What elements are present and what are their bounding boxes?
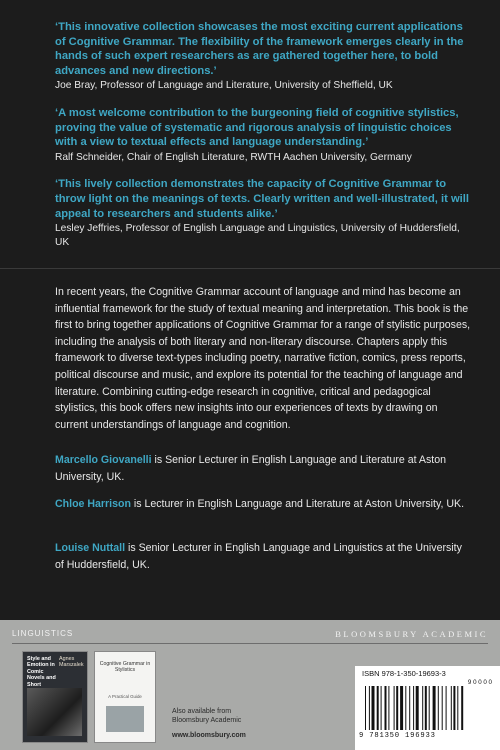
barcode-stripe	[457, 686, 458, 730]
barcode-stripe	[461, 686, 463, 730]
barcode	[363, 686, 493, 730]
barcode-stripe	[451, 686, 452, 730]
author-bio-text: is Lecturer in English Language and Literature at Aston University, UK.	[130, 498, 465, 510]
author-name: Marcello Giovanelli	[55, 454, 152, 466]
cover-image	[27, 688, 82, 736]
isbn-label: ISBN 978-1-350-19693-3	[362, 669, 446, 678]
also-available-line: Bloomsbury Academic	[172, 717, 242, 724]
endorsement-attribution: Ralf Schneider, Chair of English Literature, RWTH Aachen University, Germany	[55, 151, 412, 163]
section-divider	[0, 268, 500, 269]
cover-image	[106, 706, 144, 732]
author-name: Chloe Harrison	[55, 498, 131, 510]
endorsement	[55, 177, 475, 249]
footer-band	[0, 620, 500, 750]
related-book-cover	[22, 651, 88, 743]
publisher-name: BLOOMSBURY ACADEMIC	[335, 629, 488, 639]
barcode-stripe	[446, 686, 447, 730]
author-bio-text: is Senior Lecturer in English Language and Literature at Aston University, UK.	[55, 454, 447, 483]
endorsement	[55, 106, 475, 164]
author-bio	[55, 452, 473, 485]
endorsement-quote: ‘A most welcome contribution to the burgeoning field of cognitive stylistics, proving the value of systematic and rigorous analysis of linguistic choices with a view to textual effects and language understanding.’	[55, 106, 459, 149]
barcode-stripe	[413, 686, 414, 730]
publisher-url: www.bloomsbury.com	[172, 732, 246, 739]
barcode-stripe	[409, 686, 410, 730]
endorsement	[55, 20, 475, 93]
barcode-stripe	[385, 686, 387, 730]
endorsement-attribution: Lesley Jeffries, Professor of English Language and Linguistics, University of Huddersfield, UK	[55, 223, 460, 248]
author-bio-text: is Senior Lecturer in English Language and Linguistics at the University of Huddersfield, UK.	[55, 542, 462, 571]
related-book-subtitle: A Practical Guide	[108, 694, 142, 699]
barcode-stripe	[422, 686, 423, 730]
also-available-line: Also available from	[172, 708, 232, 715]
related-book-title: Style and Emotion in Comic Novels and Short	[27, 656, 56, 688]
barcode-stripe	[425, 686, 427, 730]
price-code: 9 0 0 0 0	[467, 679, 492, 686]
barcode-stripe	[400, 686, 403, 730]
barcode-stripe	[372, 686, 375, 730]
also-available	[172, 707, 241, 725]
barcode-stripe	[442, 686, 443, 730]
barcode-stripe	[405, 686, 406, 730]
author-bio	[55, 540, 473, 573]
endorsements	[55, 20, 475, 262]
barcode-stripe	[377, 686, 379, 730]
barcode-stripe	[365, 686, 366, 730]
barcode-stripe	[416, 686, 419, 730]
related-book-cover	[94, 651, 156, 743]
endorsement-attribution: Joe Bray, Professor of Language and Literature, University of Sheffield, UK	[55, 80, 393, 92]
author-bio	[55, 496, 473, 513]
book-description: In recent years, the Cognitive Grammar account of language and mind has become an influential framework for the study of textual meaning and interpretation. This book is the first to bring together applications of Cognitive Grammar for a range of stylistic purposes, including the analysis of both literary and non-literary discourse. Chapters apply this framework to diverse text-types including poetry, narrative fiction, comics, press reports, political discourse and music, and explore its potential for the teaching of language and literature. Combining cutting-edge research in cognitive, critical and pedagogical stylistics, this book offers new insights into our experiences of texts by drawing on current understandings of language and cognition.	[55, 286, 471, 431]
barcode-area	[355, 666, 500, 750]
author-name: Louise Nuttall	[55, 542, 126, 554]
barcode-stripe	[438, 686, 439, 730]
barcode-stripe	[394, 686, 395, 730]
barcode-digits: 9 781350 196933	[359, 732, 436, 740]
footer-header	[12, 629, 488, 644]
related-book-title: Cognitive Grammar in Stylistics	[99, 661, 151, 674]
barcode-stripe	[369, 686, 370, 730]
barcode-stripe	[396, 686, 398, 730]
barcode-stripe	[388, 686, 389, 730]
barcode-stripe	[453, 686, 455, 730]
endorsement-quote: ‘This lively collection demonstrates the capacity of Cognitive Grammar to throw light on the meanings of texts. Clearly written and well-illustrated, it will appeal to researchers and students alike.’	[55, 178, 469, 220]
endorsement-quote: ‘This innovative collection showcases the most exciting current applications of Cognitive Grammar. The flexibility of the framework emerges clearly in the hands of such expert researchers as are gathered together here, to bold advances and new directions.’	[55, 21, 464, 77]
barcode-stripe	[429, 686, 430, 730]
subject-category: LINGUISTICS	[12, 629, 74, 638]
barcode-stripe	[433, 686, 436, 730]
related-book-author: Agnes Marszalek	[59, 656, 84, 669]
barcode-stripe	[381, 686, 382, 730]
